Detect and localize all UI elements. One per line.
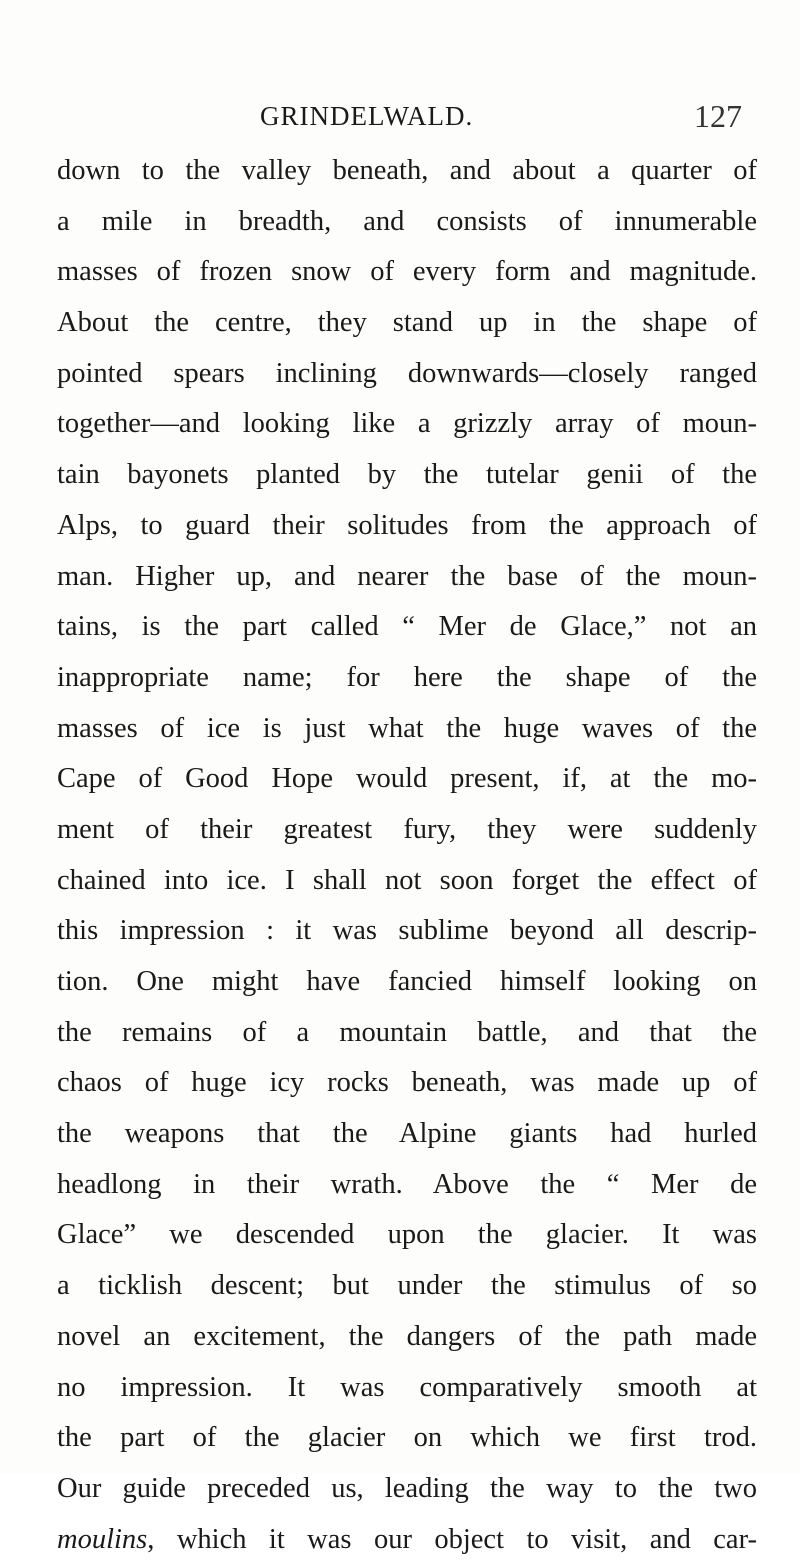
text-line: tain bayonets planted by the tutelar genii of the xyxy=(57,459,757,491)
text-line: chaos of huge icy rocks beneath, was made up of xyxy=(57,1067,757,1099)
text-line: the part of the glacier on which we first trod. xyxy=(57,1422,757,1454)
text-line: Glace” we descended upon the glacier. It was xyxy=(57,1219,757,1251)
text-line: inappropriate name; for here the shape of the xyxy=(57,661,757,693)
text-line: Our guide preceded us, leading the way to the two xyxy=(57,1472,757,1504)
text-line: Cape of Good Hope would present, if, at the mo- xyxy=(57,763,757,795)
text-line: together—and looking like a grizzly array of moun- xyxy=(57,408,757,440)
text-line: Alps, to guard their solitudes from the approach of xyxy=(57,509,757,541)
text-line: a ticklish descent; but under the stimulus of so xyxy=(57,1270,757,1302)
text-line: ment of their greatest fury, they were suddenly xyxy=(57,813,757,845)
running-head: GRINDELWALD. xyxy=(260,101,474,131)
text-line: About the centre, they stand up in the shape of xyxy=(57,307,757,339)
text-line-last xyxy=(57,1515,757,1565)
text-line: tion. One might have fancied himself looking on xyxy=(57,966,757,997)
text-line: novel an excitement, the dangers of the path made xyxy=(57,1320,757,1352)
text-line: this impression : it was sublime beyond all descrip- xyxy=(57,915,757,947)
text-line: a mile in breadth, and consists of innumerable xyxy=(57,205,757,237)
text-line: the remains of a mountain battle, and that the xyxy=(57,1016,757,1048)
text-line: headlong in their wrath. Above the “ Mer de xyxy=(57,1168,757,1200)
text-line: the weapons that the Alpine giants had hurled xyxy=(57,1118,757,1150)
text-line: masses of frozen snow of every form and magnitude. xyxy=(57,256,757,288)
page-header xyxy=(0,98,800,141)
text-line: chained into ice. I shall not soon forget the effect of xyxy=(57,864,757,896)
italic-word: moulins xyxy=(57,1523,148,1555)
text-line-rest: , which it was our object to visit, and car- xyxy=(147,1523,757,1555)
text-line: pointed spears inclining downwards—closely ranged xyxy=(57,357,757,389)
page-number: 127 xyxy=(694,98,742,134)
text-line: no impression. It was comparatively smooth at xyxy=(57,1371,757,1403)
text-line: masses of ice is just what the huge waves of the xyxy=(57,712,757,744)
text-line: man. Higher up, and nearer the base of the moun- xyxy=(57,560,757,592)
text-line: down to the valley beneath, and about a quarter of xyxy=(57,155,757,186)
text-line: tains, is the part called “ Mer de Glace,” not an xyxy=(57,611,757,643)
body-text xyxy=(57,146,757,1565)
